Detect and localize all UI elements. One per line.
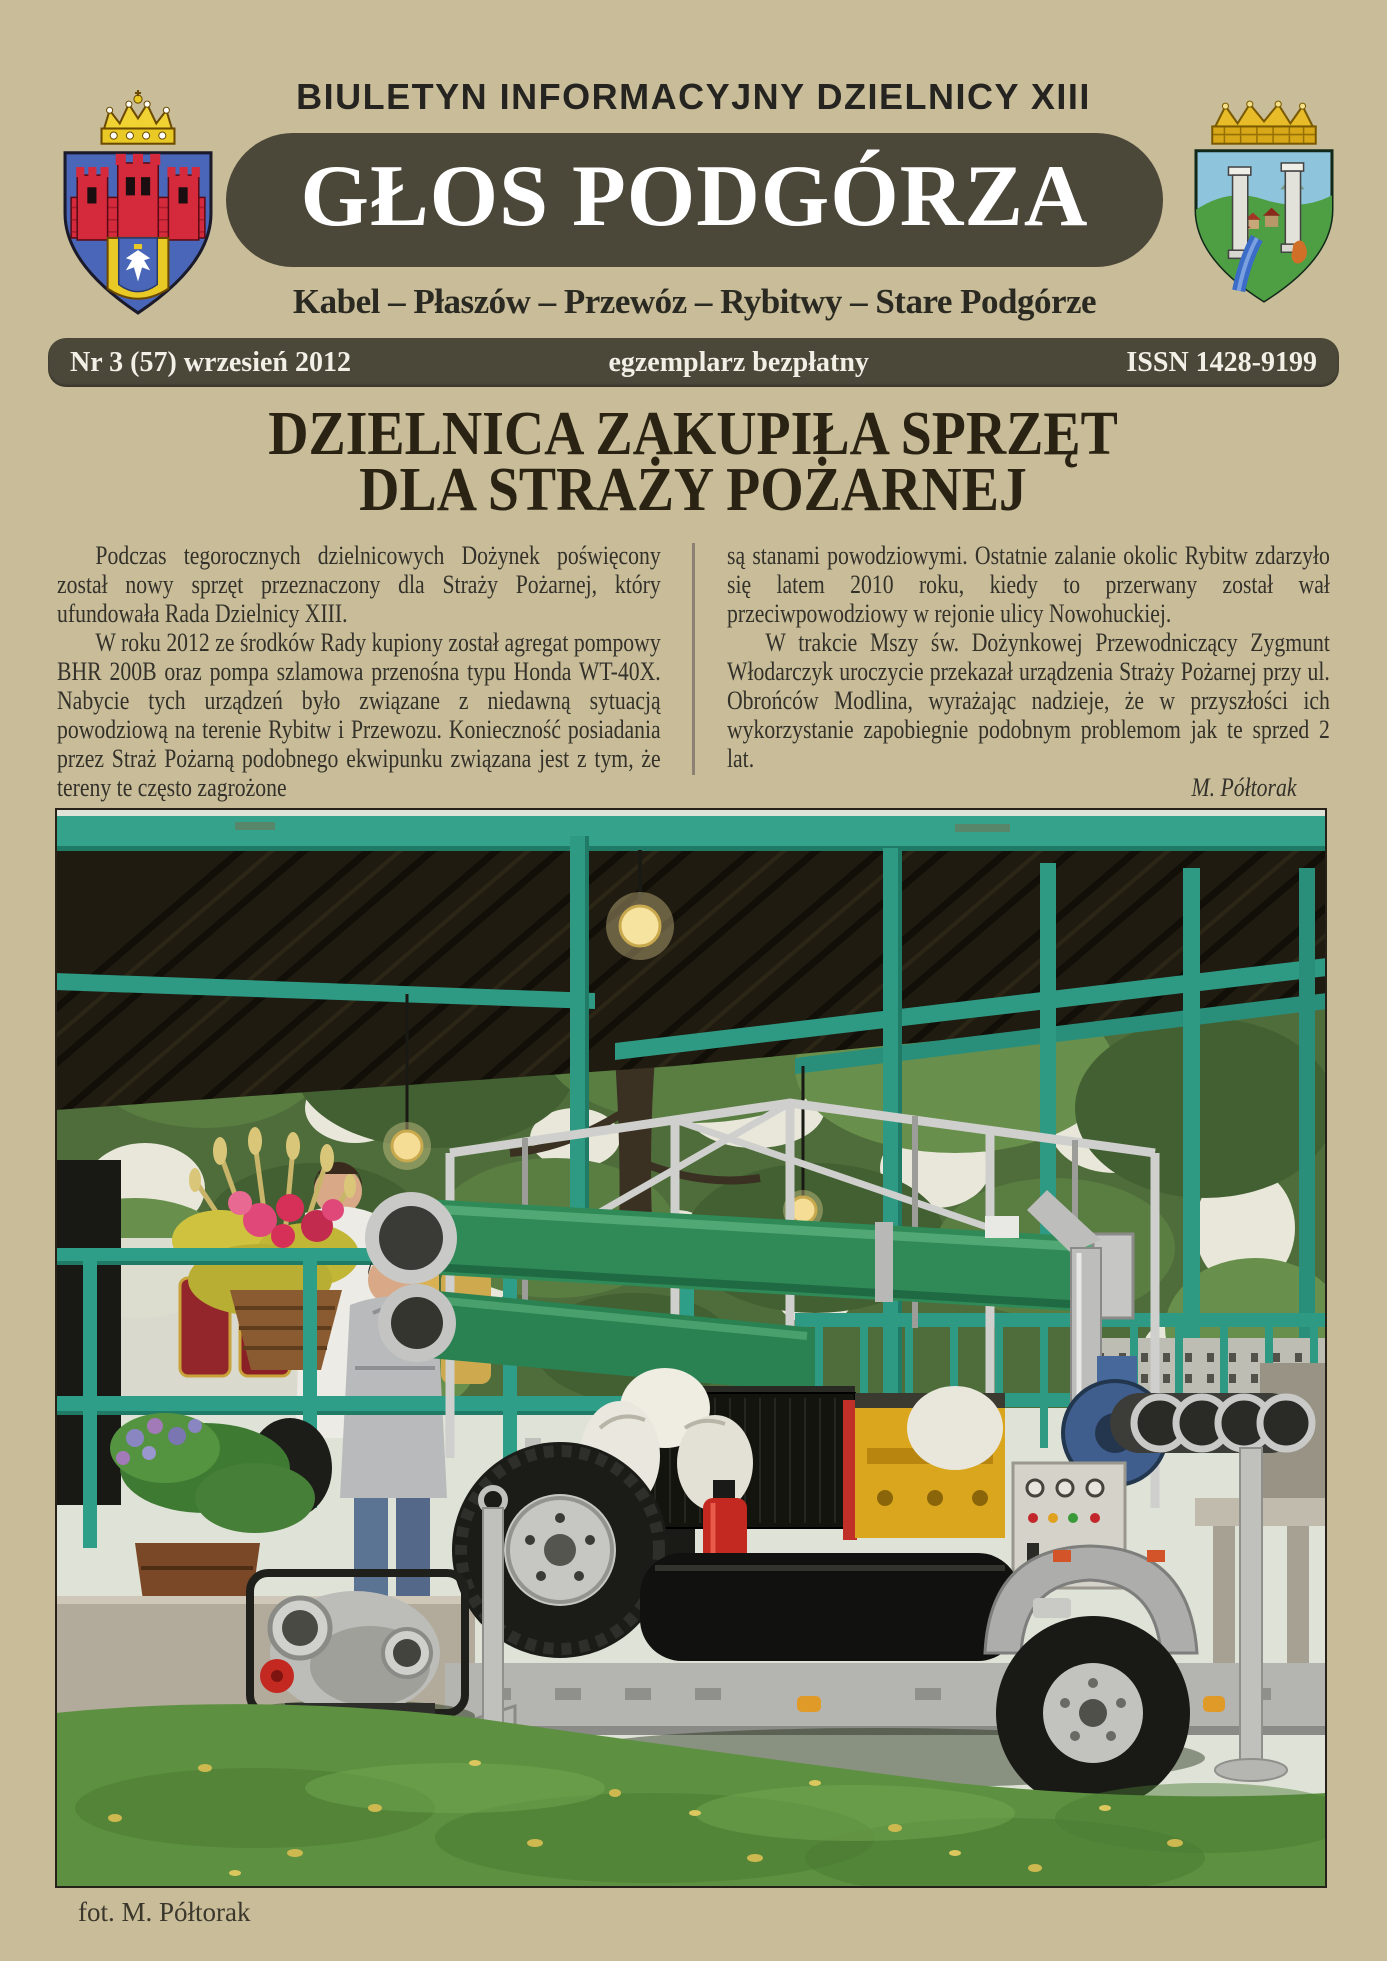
article-body bbox=[55, 541, 1332, 809]
crown bbox=[102, 90, 175, 144]
free-copy-label: egzemplarz bezpłatny bbox=[608, 346, 869, 378]
paragraph: są stanami powodziowymi. Ostatnie zalanie okolic Rybitw zdarzyło się latem 2010 roku, kiedy to przerwany został wał przeciwpowodziowy w rejonie ulicy Nowohuckiej. bbox=[727, 541, 1330, 628]
article-column-right bbox=[727, 541, 1330, 802]
trailer-frame-beam bbox=[445, 1663, 1327, 1735]
issue-number: Nr 3 (57) wrzesień 2012 bbox=[70, 346, 351, 378]
issue-info-bar bbox=[48, 338, 1339, 387]
canopy-fascia-beam bbox=[55, 816, 1327, 850]
paragraph: W trakcie Mszy św. Dożynkowej Przewodniczący Zygmunt Włodarczyk uroczycie przekazał urządzenia Straży Pożarnej przy ul. Obrońców Modlina, wyrażając nadzieje, że w przyszłości ich wykorzystanie zapobiegnie podobnym problemom jak te sprzed 2 lat. bbox=[727, 628, 1330, 773]
paragraph: Podczas tegorocznych dzielnicowych Dożynek poświęcony został nowy sprzęt przeznaczony dla Straży Pożarnej, który ufundowała Rada Dzielnicy XIII. bbox=[57, 541, 661, 628]
hill bbox=[1196, 195, 1332, 301]
headline-line-1: DZIELNICA ZAKUPIŁA SPRZĘT bbox=[268, 400, 1119, 468]
issn-number: ISSN 1428-9199 bbox=[1126, 346, 1317, 378]
krakow-coat-of-arms-icon bbox=[50, 90, 226, 318]
kicker: BIULETYN INFORMACYJNY DZIELNICY XIII bbox=[296, 76, 1091, 117]
article-column-left bbox=[57, 541, 661, 802]
photo-harvest-festival-pump-trailer bbox=[55, 808, 1327, 1888]
air-intake-manifold bbox=[1110, 1393, 1312, 1453]
crown bbox=[1212, 101, 1315, 144]
teal-fence-right bbox=[795, 1313, 1327, 1327]
column-divider bbox=[692, 543, 695, 775]
podgorze-coat-of-arms-icon bbox=[1183, 96, 1345, 304]
title-banner bbox=[226, 133, 1163, 267]
gate-with-eagle bbox=[108, 238, 169, 299]
photo-caption: fot. M. Półtorak bbox=[78, 1897, 251, 1927]
district-list-subtitle: Kabel – Płaszów – Przewóz – Rybitwy – Stare Podgórze bbox=[292, 282, 1097, 321]
newsletter-title: GŁOS PODGÓRZA bbox=[300, 147, 1089, 245]
author-signature: M. Półtorak bbox=[1191, 773, 1297, 802]
article-headline bbox=[0, 400, 1387, 524]
paragraph: W roku 2012 ze środków Rady kupiony został agregat pompowy BHR 200B oraz pompa szlamowa przenośna typu Honda WT-40X. Nabycie tych urządzeń było związane z niedawną sytuacją powodziową na terenie Rybitw i Przewozu. Konieczność posiadania przez Straż Pożarną podobnego ekwipunku związana jest z tym, że tereny te często zagrożone bbox=[57, 628, 661, 802]
headline-line-2: DLA STRAŻY POŻARNEJ bbox=[359, 456, 1028, 524]
